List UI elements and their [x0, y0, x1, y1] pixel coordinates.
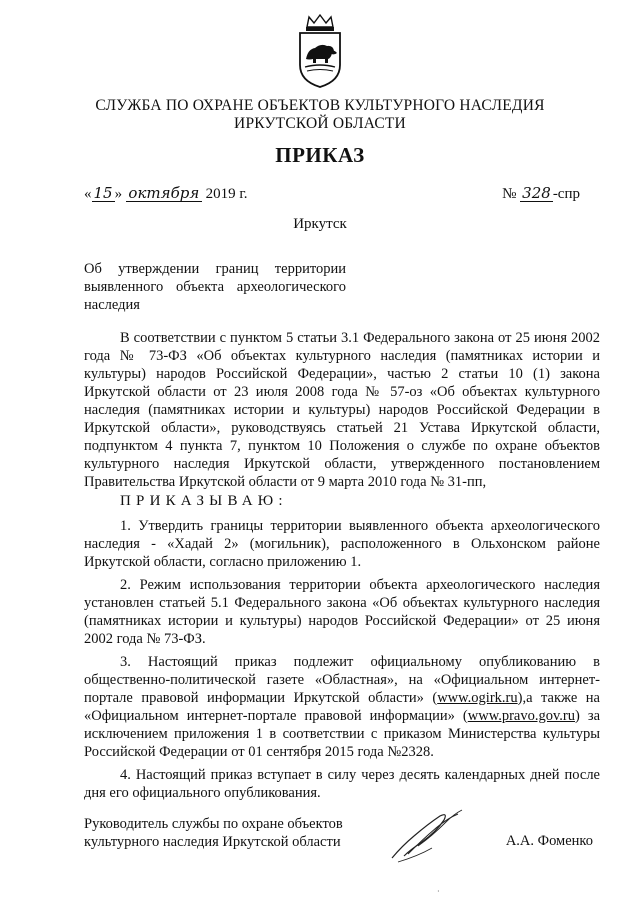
coat-of-arms-icon [295, 13, 345, 89]
signer-position [84, 815, 343, 851]
decree-heading: ПРИКАЗЫВАЮ: [120, 493, 288, 509]
signer-name: А.А. Фоменко [505, 833, 593, 849]
signer-position-line-2: культурного наследия Иркутской области [84, 834, 341, 850]
agency-name-line-1: СЛУЖБА ПО ОХРАНЕ ОБЪЕКТОВ КУЛЬТУРНОГО НАСЛЕДИЯ [95, 97, 545, 114]
item-3-text-c: ) за исключением приложения 1 в соответствии с приказом Министерства культуры Российской Федерации от 01 сентября 2015 года №2328. [84, 708, 601, 760]
document-type-title: ПРИКАЗ [275, 143, 365, 167]
date-open-quote: « [84, 186, 92, 202]
page-mark: · [437, 887, 440, 896]
signer-position-line-1: Руководитель службы по охране объектов [84, 816, 343, 832]
item-3-paragraph [84, 653, 600, 761]
order-subject: Об утверждении границ территории выявленного объекта археологического наследия [84, 261, 346, 313]
pravo-link[interactable]: www.pravo.gov.ru [467, 708, 575, 724]
item-3-text-b: ),а также на «Официальном интернет-портале правовой информации» ( [84, 690, 600, 724]
date-day: 15 [93, 184, 113, 202]
agency-name [0, 97, 640, 133]
order-number [502, 186, 580, 203]
date-close-quote: » [114, 186, 123, 202]
handwritten-signature [388, 806, 468, 864]
order-date [84, 186, 248, 203]
number-suffix: -спр [552, 186, 580, 202]
agency-name-line-2: ИРКУТСКОЙ ОБЛАСТИ [234, 115, 406, 132]
date-month: октября [126, 186, 202, 202]
date-year: 2019 г. [205, 186, 248, 202]
number-prefix: № [502, 186, 517, 202]
number-value: 328 [522, 184, 551, 202]
item-3-text-a: 3. Настоящий приказ подлежит официальному опубликованию в общественно-политической газете «Областная», на «Официальном интернет-портале правовой информации Иркутской области» ( [84, 654, 600, 706]
item-2-paragraph: 2. Режим использования территории объекта археологического наследия установлен статьей 5.1 Федерального закона «Об объектах культурного наследия (памятниках истории и культуры) народов Российской Федерации» от 25 июня 2002 года № 73-ФЗ. [84, 577, 600, 647]
item-4-paragraph: 4. Настоящий приказ вступает в силу через десять календарных дней после дня его официального опубликования. [84, 767, 600, 801]
item-1-paragraph: 1. Утвердить границы территории выявленного объекта археологического наследия - «Хадай 2» (могильник), расположенного в Ольхонском районе Иркутской области, согласно приложению 1. [84, 518, 600, 570]
city: Иркутск [293, 216, 347, 232]
ogirk-link[interactable]: www.ogirk.ru [437, 690, 518, 706]
preamble-paragraph: В соответствии с пунктом 5 статьи 3.1 Федерального закона от 25 июня 2002 года № 73-ФЗ «Об объектах культурного наследия (памятниках истории и культуры) народов Российской Федерации», частью 2 статьи 10 (1) закона Иркутской области от 23 июля 2008 года № 57-оз «Об объектах культурного наследия (памятниках истории и культуры) народов Российской Федерации в Иркутской области», руководствуясь статьей 21 Устава Иркутской области, подпунктом 4 пункта 7, пунктом 10 Положения о службе по охране объектов культурного наследия Иркутской области, утвержденного постановлением Правительства Иркутской области от 9 марта 2010 года № 31-пп, [84, 330, 600, 490]
